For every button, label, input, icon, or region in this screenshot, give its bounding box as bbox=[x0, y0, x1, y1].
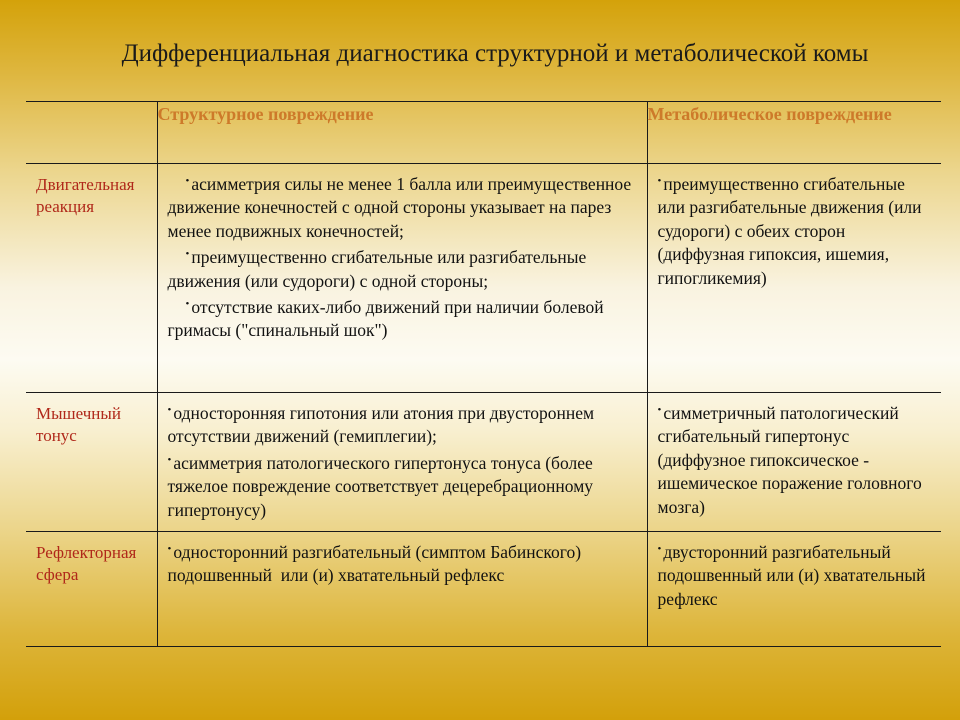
bullet-icon: • bbox=[657, 543, 662, 555]
list-item: • односторонний разгибательный (симптом Бабинского) подошвенный или (и) хватательный рефлекс bbox=[167, 542, 586, 586]
row-label-motor: Двигательная реакция bbox=[36, 175, 135, 216]
list-item: • двусторонний разгибательный подошвенный или (и) хватательный рефлекс bbox=[657, 542, 926, 609]
comparison-table bbox=[26, 101, 941, 647]
table-row bbox=[26, 393, 941, 532]
slide-title: Дифференциальная диагностика структурной и метаболической комы bbox=[121, 40, 869, 67]
cell-metabolic-reflex bbox=[647, 532, 941, 647]
row-label-muscle-tone: Мышечный тонус bbox=[36, 404, 121, 445]
bullet-icon: • bbox=[657, 404, 662, 416]
list-item: • асимметрия патологического гипертонуса тонуса (более тяжелое повреждение соответствует децеребрационному гипертонусу) bbox=[167, 452, 594, 520]
list-item: • симметричный патологический сгибательный гипертонус (диффузное гипоксическое - ишемическое поражение головного мозга) bbox=[657, 403, 922, 517]
cell-metabolic-motor bbox=[647, 164, 941, 393]
cell-structural-motor bbox=[157, 164, 647, 393]
cell-structural-reflex bbox=[157, 532, 647, 647]
bullet-icon: • bbox=[167, 543, 172, 555]
header-structural: Структурное повреждение bbox=[157, 102, 647, 164]
bullet-icon: • bbox=[185, 248, 190, 261]
list-item: • асимметрия силы не менее 1 балла или преимущественное движение конечностей с одной стороны указывает на парез менее подвижных конечностей; bbox=[167, 174, 632, 241]
bullet-icon: • bbox=[185, 175, 190, 187]
bullet-icon: • bbox=[167, 404, 172, 416]
cell-structural-tone bbox=[157, 393, 647, 532]
bullet-icon: • bbox=[185, 298, 190, 311]
list-item: • преимущественно сгибательные или разгибательные движения (или судороги) с одной стороны; bbox=[167, 247, 587, 291]
table-row bbox=[26, 532, 941, 647]
list-item: • односторонняя гипотония или атония при двустороннем отсутствии движений (гемиплегии); bbox=[167, 403, 595, 447]
header-empty-cell bbox=[26, 102, 157, 164]
table-row bbox=[26, 164, 941, 393]
bullet-icon: • bbox=[167, 453, 172, 466]
list-item: • преимущественно сгибательные или разгибательные движения (или судороги) с обеих сторон (диффузная гипоксия, ишемия, гипогликемия) bbox=[657, 174, 922, 288]
list-item: • отсутствие каких-либо движений при наличии болевой гримасы ("спинальный шок") bbox=[167, 297, 604, 341]
row-label-reflex: Рефлекторная сфера bbox=[36, 543, 137, 584]
cell-metabolic-tone bbox=[647, 393, 941, 532]
header-metabolic: Метаболическое повреждение bbox=[647, 102, 941, 164]
table-header-row bbox=[26, 102, 941, 164]
bullet-icon: • bbox=[657, 175, 662, 187]
